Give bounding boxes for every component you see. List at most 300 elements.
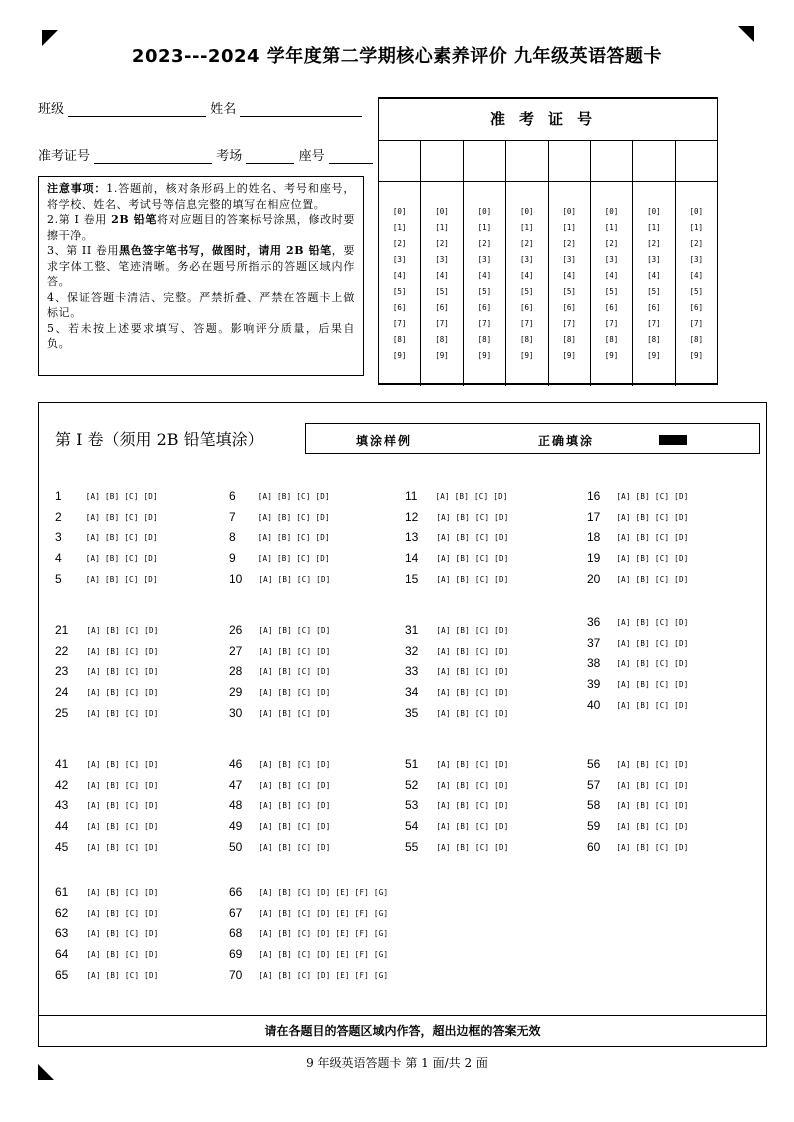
question-row bbox=[55, 836, 159, 855]
question-row bbox=[229, 774, 331, 793]
digit-bubble[interactable]: [3] bbox=[604, 255, 619, 264]
room-label: 考场 bbox=[216, 149, 243, 164]
digit-bubble[interactable]: [6] bbox=[647, 303, 661, 312]
answer-bubbles[interactable]: [A] [B] [C] [D] bbox=[86, 842, 159, 852]
digit-bubble[interactable]: [3] bbox=[477, 255, 492, 264]
digit-bubble[interactable]: [6] bbox=[604, 303, 619, 312]
instruction-2-c: 将对应题目的答案标号涂黑，修改时要擦干净。 bbox=[47, 213, 356, 242]
section-title: 第 I 卷（须用 2B 铅笔填涂） bbox=[55, 430, 264, 449]
digit-bubble[interactable]: [4] bbox=[647, 271, 661, 280]
question-row bbox=[405, 640, 509, 659]
question-number: 28 bbox=[229, 664, 243, 679]
answer-bubbles[interactable]: [A] [B] [C] [D] bbox=[257, 554, 330, 564]
answer-bubbles[interactable]: [A] [B] [C] [D] bbox=[86, 822, 159, 832]
answer-bubbles[interactable]: [A] [B] [C] [D] bbox=[258, 760, 331, 769]
question-number: 52 bbox=[405, 777, 419, 792]
digit-bubble[interactable]: [7] bbox=[520, 319, 534, 328]
digit-bubble[interactable]: [4] bbox=[562, 271, 576, 280]
digit-bubble[interactable]: [1] bbox=[604, 223, 619, 232]
question-row bbox=[55, 794, 159, 813]
answer-bubbles[interactable]: [A] [B] [C] [D] [E] [F] [G] bbox=[258, 950, 389, 960]
answer-bubbles[interactable]: [A] [B] [C] [D] bbox=[258, 780, 331, 790]
instruction-2-b: 2B 铅笔 bbox=[111, 213, 158, 226]
answer-bubbles[interactable]: [A] [B] [C] [D] bbox=[258, 626, 331, 635]
exam-number-write-cell[interactable] bbox=[676, 141, 717, 182]
instruction-3-b: 黑色签字笔书写，做图时，请用 2B 铅笔 bbox=[119, 244, 332, 257]
digit-bubble[interactable]: [0] bbox=[435, 207, 449, 216]
instruction-5: 5、若未按上述要求填写、答题。影响评分质量，后果自负。 bbox=[47, 321, 355, 350]
question-number: 4 bbox=[55, 551, 62, 566]
question-number: 11 bbox=[405, 489, 418, 503]
question-number: 36 bbox=[587, 615, 601, 629]
question-number: 9 bbox=[229, 551, 236, 566]
question-number: 31 bbox=[405, 623, 419, 637]
digit-bubble[interactable]: [8] bbox=[477, 335, 492, 344]
question-number: 51 bbox=[405, 757, 419, 771]
digit-bubble[interactable]: [3] bbox=[562, 255, 576, 264]
digit-bubble[interactable]: [5] bbox=[520, 287, 534, 296]
digit-bubble[interactable]: [6] bbox=[435, 303, 449, 312]
answer-bubbles[interactable]: [A] [B] [C] [D] bbox=[616, 822, 689, 832]
digit-bubble[interactable]: [0] bbox=[562, 207, 576, 216]
digit-bubble[interactable]: [3] bbox=[689, 255, 704, 264]
digit-bubble[interactable]: [7] bbox=[435, 319, 449, 328]
digit-bubble[interactable]: [4] bbox=[689, 271, 704, 280]
answer-bubbles[interactable]: [A] [B] [C] [D] bbox=[616, 659, 689, 669]
answer-bubbles[interactable]: [A] [B] [C] [D] bbox=[258, 842, 331, 852]
answer-bubbles[interactable]: [A] [B] [C] [D] bbox=[616, 842, 689, 852]
question-number: 1 bbox=[55, 489, 62, 503]
question-number: 14 bbox=[405, 551, 419, 566]
answer-bubbles[interactable]: [A] [B] [C] [D] bbox=[258, 646, 331, 656]
digit-bubble[interactable]: [8] bbox=[689, 335, 704, 344]
digit-bubble[interactable]: [3] bbox=[392, 255, 407, 264]
question-row bbox=[587, 632, 689, 651]
question-row bbox=[587, 652, 689, 671]
digit-bubble[interactable]: [6] bbox=[477, 303, 492, 312]
digit-bubble[interactable]: [5] bbox=[689, 287, 704, 296]
exam-number-write-cell[interactable] bbox=[421, 141, 462, 182]
answer-bubbles[interactable]: [A] [B] [C] [D] [E] [F] [G] bbox=[258, 908, 389, 918]
answer-bubbles[interactable]: [A] [B] [C] [D] [E] [F] [G] bbox=[258, 888, 389, 897]
answer-bubbles[interactable]: [A] [B] [C] [D] bbox=[435, 492, 508, 501]
answer-bubbles[interactable]: [A] [B] [C] [D] bbox=[436, 574, 509, 584]
boundary-warning: 请在各题目的答题区域内作答，超出边框的答案无效 bbox=[39, 1015, 766, 1046]
seat-field[interactable] bbox=[329, 149, 373, 164]
question-number: 24 bbox=[55, 685, 69, 700]
question-row bbox=[405, 681, 509, 700]
answer-bubbles[interactable]: [A] [B] [C] [D] bbox=[436, 626, 509, 635]
answer-bubbles[interactable]: [A] [B] [C] [D] bbox=[436, 822, 509, 832]
correct-fill-label: 正确填涂 bbox=[538, 434, 595, 448]
digit-bubble[interactable]: [1] bbox=[435, 223, 449, 232]
answer-bubbles[interactable]: [A] [B] [C] [D] bbox=[436, 760, 509, 769]
exam-info-row bbox=[38, 145, 373, 164]
question-number: 29 bbox=[229, 685, 243, 700]
answer-bubbles[interactable]: [A] [B] [C] [D] bbox=[86, 929, 159, 939]
question-number: 12 bbox=[405, 509, 419, 524]
exam-number-write-cell[interactable] bbox=[591, 141, 632, 182]
answer-bubbles[interactable]: [A] [B] [C] [D] bbox=[436, 667, 509, 677]
question-row bbox=[405, 526, 509, 545]
answer-bubbles[interactable]: [A] [B] [C] [D] bbox=[257, 512, 330, 522]
question-row bbox=[55, 922, 159, 941]
digit-bubble[interactable]: [8] bbox=[392, 335, 407, 344]
digit-bubble[interactable]: [1] bbox=[562, 223, 576, 232]
digit-bubble[interactable]: [1] bbox=[392, 223, 407, 232]
question-number: 49 bbox=[229, 819, 243, 834]
exam-no-label: 准考证号 bbox=[38, 149, 91, 164]
exam-number-write-cell[interactable] bbox=[633, 141, 674, 182]
answer-bubbles[interactable]: [A] [B] [C] [D] bbox=[616, 680, 689, 690]
question-number: 7 bbox=[229, 509, 236, 524]
digit-bubble[interactable]: [8] bbox=[604, 335, 619, 344]
digit-bubble[interactable]: [4] bbox=[392, 271, 407, 280]
digit-bubble[interactable]: [3] bbox=[647, 255, 661, 264]
question-row bbox=[229, 902, 388, 921]
digit-bubble[interactable]: [1] bbox=[477, 223, 492, 232]
digit-bubble[interactable]: [5] bbox=[435, 287, 449, 296]
exam-number-write-cell[interactable] bbox=[549, 141, 590, 182]
answer-bubbles[interactable]: [A] [B] [C] [D] bbox=[86, 688, 159, 698]
question-row bbox=[229, 836, 331, 855]
question-row bbox=[587, 547, 689, 566]
answer-bubbles[interactable]: [A] [B] [C] [D] bbox=[86, 760, 159, 769]
answer-bubbles[interactable]: [A] [B] [C] [D] bbox=[86, 708, 159, 718]
answer-bubbles[interactable]: [A] [B] [C] [D] bbox=[85, 492, 158, 501]
question-number: 3 bbox=[55, 530, 62, 545]
answer-bubbles[interactable]: [A] [B] [C] [D] bbox=[616, 512, 689, 522]
answer-bubbles[interactable]: [A] [B] [C] [D] bbox=[436, 842, 509, 852]
question-number: 15 bbox=[405, 571, 419, 586]
question-number: 44 bbox=[55, 819, 69, 834]
question-row bbox=[55, 640, 159, 659]
question-number: 17 bbox=[587, 509, 601, 524]
answer-bubbles[interactable]: [A] [B] [C] [D] bbox=[86, 801, 159, 811]
question-row bbox=[55, 660, 159, 679]
digit-bubble[interactable]: [0] bbox=[392, 207, 407, 216]
digit-bubble[interactable]: [2] bbox=[647, 239, 661, 248]
class-field[interactable] bbox=[68, 102, 206, 117]
exam-number-write-cell[interactable] bbox=[464, 141, 505, 182]
digit-bubble[interactable]: [9] bbox=[689, 351, 704, 360]
page-info: 9 年级英语答题卡 第 1 面/共 2 面 bbox=[306, 1056, 488, 1070]
answer-bubbles[interactable]: [A] [B] [C] [D] bbox=[257, 533, 330, 543]
answer-bubbles[interactable]: [A] [B] [C] [D] bbox=[616, 801, 689, 811]
question-number: 69 bbox=[229, 947, 243, 962]
question-number: 53 bbox=[405, 798, 419, 813]
answer-bubbles[interactable]: [A] [B] [C] [D] bbox=[86, 908, 159, 918]
digit-bubbles bbox=[421, 182, 462, 364]
digit-bubble[interactable]: [9] bbox=[562, 351, 576, 360]
digit-bubble[interactable]: [2] bbox=[604, 239, 619, 248]
question-row bbox=[229, 753, 331, 772]
question-row bbox=[229, 881, 388, 900]
question-row bbox=[55, 485, 158, 504]
digit-bubble[interactable]: [7] bbox=[647, 319, 661, 328]
question-number: 16 bbox=[587, 489, 601, 503]
question-row bbox=[229, 702, 331, 721]
answer-bubbles[interactable]: [A] [B] [C] [D] bbox=[86, 888, 159, 897]
digit-bubble[interactable]: [0] bbox=[689, 207, 704, 216]
name-field[interactable] bbox=[240, 102, 362, 117]
digit-bubble[interactable]: [2] bbox=[689, 239, 704, 248]
answer-bubbles[interactable]: [A] [B] [C] [D] bbox=[616, 638, 689, 648]
digit-bubble[interactable]: [6] bbox=[392, 303, 407, 312]
exam-number-heading: 准考证号 bbox=[379, 99, 717, 141]
question-number: 42 bbox=[55, 777, 69, 792]
answer-bubbles[interactable]: [A] [B] [C] [D] bbox=[436, 554, 509, 564]
answer-bubbles[interactable]: [A] [B] [C] [D] bbox=[258, 708, 331, 718]
answer-bubbles[interactable]: [A] [B] [C] [D] bbox=[86, 646, 159, 656]
digit-bubble[interactable]: [0] bbox=[604, 207, 619, 216]
instructions-heading: 注意事项： bbox=[47, 182, 107, 195]
answer-bubbles[interactable]: [A] [B] [C] [D] bbox=[258, 667, 331, 677]
question-row bbox=[229, 943, 388, 962]
question-number: 30 bbox=[229, 705, 243, 720]
answer-bubbles[interactable]: [A] [B] [C] [D] bbox=[85, 574, 158, 584]
digit-bubble[interactable]: [5] bbox=[562, 287, 576, 296]
answer-bubbles[interactable]: [A] [B] [C] [D] bbox=[616, 554, 689, 564]
exam-number-column bbox=[463, 141, 505, 386]
question-number: 33 bbox=[405, 664, 419, 679]
digit-bubble[interactable]: [3] bbox=[520, 255, 534, 264]
digit-bubble[interactable]: [9] bbox=[435, 351, 449, 360]
question-number: 50 bbox=[229, 839, 243, 854]
question-row bbox=[229, 815, 331, 834]
digit-bubble[interactable]: [1] bbox=[647, 223, 661, 232]
digit-bubble[interactable]: [7] bbox=[562, 319, 576, 328]
question-number: 60 bbox=[587, 839, 601, 854]
question-number: 59 bbox=[587, 819, 601, 834]
answer-bubbles[interactable]: [A] [B] [C] [D] bbox=[258, 801, 331, 811]
digit-bubble[interactable]: [5] bbox=[604, 287, 619, 296]
question-number: 66 bbox=[229, 885, 243, 899]
digit-bubble[interactable]: [4] bbox=[520, 271, 534, 280]
answer-bubbles[interactable]: [A] [B] [C] [D] bbox=[616, 700, 689, 710]
question-row bbox=[55, 506, 158, 525]
instructions-box bbox=[38, 176, 364, 376]
answer-bubbles[interactable]: [A] [B] [C] [D] bbox=[257, 492, 330, 501]
fill-sample-box bbox=[305, 423, 760, 454]
question-number: 68 bbox=[229, 926, 243, 941]
answer-bubbles[interactable]: [A] [B] [C] [D] bbox=[436, 780, 509, 790]
digit-bubble[interactable]: [4] bbox=[604, 271, 619, 280]
question-number: 32 bbox=[405, 643, 419, 658]
question-row bbox=[229, 568, 331, 587]
question-number: 10 bbox=[229, 571, 243, 586]
digit-bubble[interactable]: [9] bbox=[392, 351, 407, 360]
answer-bubbles[interactable]: [A] [B] [C] [D] bbox=[616, 780, 689, 790]
question-row bbox=[55, 902, 159, 921]
answer-bubbles[interactable]: [A] [B] [C] [D] bbox=[616, 618, 689, 627]
answer-bubbles[interactable]: [A] [B] [C] [D] bbox=[85, 533, 158, 543]
fill-sample-label: 填涂样例 bbox=[356, 434, 413, 448]
question-number: 54 bbox=[405, 819, 419, 834]
corner-mark-top-right bbox=[738, 26, 754, 42]
question-number: 64 bbox=[55, 947, 69, 962]
digit-bubble[interactable]: [1] bbox=[520, 223, 534, 232]
answer-bubbles[interactable]: [A] [B] [C] [D] bbox=[436, 646, 509, 656]
answer-bubbles[interactable]: [A] [B] [C] [D] [E] [F] [G] bbox=[258, 929, 389, 939]
digit-bubble[interactable]: [9] bbox=[647, 351, 661, 360]
question-row bbox=[587, 506, 689, 525]
digit-bubble[interactable]: [6] bbox=[689, 303, 704, 312]
filled-sample-mark bbox=[659, 435, 687, 445]
question-row bbox=[229, 922, 388, 941]
digit-bubble[interactable]: [3] bbox=[435, 255, 449, 264]
digit-bubble[interactable]: [7] bbox=[477, 319, 492, 328]
question-row bbox=[405, 753, 509, 772]
question-row bbox=[587, 673, 689, 692]
question-number: 8 bbox=[229, 530, 236, 545]
digit-bubbles bbox=[676, 182, 717, 364]
question-row bbox=[587, 836, 689, 855]
question-row bbox=[405, 619, 509, 638]
digit-bubble[interactable]: [5] bbox=[392, 287, 407, 296]
exam-number-grid bbox=[378, 97, 718, 385]
digit-bubble[interactable]: [8] bbox=[435, 335, 449, 344]
question-row bbox=[55, 681, 159, 700]
digit-bubble[interactable]: [1] bbox=[689, 223, 704, 232]
digit-bubble[interactable]: [9] bbox=[477, 351, 492, 360]
question-row bbox=[229, 547, 330, 566]
answer-bubbles[interactable]: [A] [B] [C] [D] bbox=[436, 533, 509, 543]
digit-bubble[interactable]: [2] bbox=[520, 239, 534, 248]
exam-number-write-cell[interactable] bbox=[506, 141, 547, 182]
question-row bbox=[405, 660, 509, 679]
question-row bbox=[55, 815, 159, 834]
question-number: 2 bbox=[55, 509, 62, 524]
digit-bubble[interactable]: [2] bbox=[562, 239, 576, 248]
question-row bbox=[229, 964, 388, 983]
digit-bubbles bbox=[379, 182, 420, 364]
question-row bbox=[405, 702, 509, 721]
answer-bubbles[interactable]: [A] [B] [C] [D] bbox=[436, 708, 509, 718]
digit-bubble[interactable]: [0] bbox=[647, 207, 661, 216]
digit-bubble[interactable]: [2] bbox=[392, 239, 407, 248]
question-row bbox=[229, 794, 331, 813]
question-row bbox=[405, 794, 509, 813]
instruction-3-a: 3、第 II 卷用 bbox=[47, 244, 120, 257]
digit-bubble[interactable]: [7] bbox=[689, 319, 704, 328]
question-row bbox=[229, 506, 330, 525]
digit-bubble[interactable]: [8] bbox=[562, 335, 576, 344]
question-number: 41 bbox=[55, 757, 69, 771]
answer-bubbles[interactable]: [A] [B] [C] [D] bbox=[436, 688, 509, 698]
answer-bubbles[interactable]: [A] [B] [C] [D] bbox=[86, 626, 159, 635]
question-number: 25 bbox=[55, 705, 69, 720]
answer-bubbles[interactable]: [A] [B] [C] [D] bbox=[258, 574, 331, 584]
question-row bbox=[55, 702, 159, 721]
answer-bubbles[interactable]: [A] [B] [C] [D] bbox=[86, 780, 159, 790]
digit-bubble[interactable]: [9] bbox=[604, 351, 619, 360]
question-row bbox=[229, 660, 331, 679]
name-label: 姓名 bbox=[210, 102, 237, 117]
digit-bubble[interactable]: [0] bbox=[477, 207, 492, 216]
question-row bbox=[587, 485, 689, 504]
question-row bbox=[587, 568, 689, 587]
page-title: 2023---2024 学年度第二学期核心素养评价 九年级英语答题卡 bbox=[131, 46, 663, 67]
question-number: 38 bbox=[587, 656, 601, 671]
answer-bubbles[interactable]: [A] [B] [C] [D] bbox=[436, 512, 509, 522]
digit-bubble[interactable]: [7] bbox=[392, 319, 407, 328]
digit-bubble[interactable]: [7] bbox=[604, 319, 619, 328]
digit-bubble[interactable]: [5] bbox=[477, 287, 492, 296]
instruction-4: 4、保证答题卡清洁、完整。严禁折叠、严禁在答题卡上做标记。 bbox=[47, 290, 355, 319]
question-row bbox=[405, 568, 509, 587]
question-number: 34 bbox=[405, 685, 419, 700]
digit-bubble[interactable]: [8] bbox=[520, 335, 534, 344]
question-row bbox=[587, 794, 689, 813]
exam-number-write-cell[interactable] bbox=[379, 141, 420, 182]
answer-bubbles[interactable]: [A] [B] [C] [D] bbox=[86, 970, 159, 980]
digit-bubble[interactable]: [5] bbox=[647, 287, 661, 296]
question-row bbox=[229, 640, 331, 659]
question-number: 20 bbox=[587, 571, 601, 586]
answer-bubbles[interactable]: [A] [B] [C] [D] bbox=[616, 760, 689, 769]
question-row bbox=[405, 815, 509, 834]
digit-bubble[interactable]: [4] bbox=[435, 271, 449, 280]
answer-bubbles[interactable]: [A] [B] [C] [D] bbox=[616, 533, 689, 543]
answer-bubbles[interactable]: [A] [B] [C] [D] bbox=[616, 574, 689, 584]
class-name-row bbox=[38, 98, 362, 117]
answer-bubbles[interactable]: [A] [B] [C] [D] bbox=[86, 950, 159, 960]
digit-bubble[interactable]: [9] bbox=[520, 351, 534, 360]
question-row bbox=[405, 547, 509, 566]
question-number: 55 bbox=[405, 839, 419, 854]
exam-number-column bbox=[505, 141, 547, 386]
answer-bubbles[interactable]: [A] [B] [C] [D] bbox=[85, 554, 158, 564]
exam-no-field[interactable] bbox=[94, 149, 212, 164]
question-row bbox=[55, 568, 158, 587]
answer-bubbles[interactable]: [A] [B] [C] [D] bbox=[85, 512, 158, 522]
exam-number-column bbox=[675, 141, 717, 386]
question-number: 70 bbox=[229, 967, 243, 982]
answer-bubbles[interactable]: [A] [B] [C] [D] bbox=[86, 667, 159, 677]
room-field[interactable] bbox=[246, 149, 294, 164]
question-row bbox=[405, 485, 508, 504]
digit-bubble[interactable]: [0] bbox=[520, 207, 534, 216]
question-row bbox=[405, 774, 509, 793]
question-number: 43 bbox=[55, 798, 69, 813]
answer-bubbles[interactable]: [A] [B] [C] [D] bbox=[436, 801, 509, 811]
section-one-area bbox=[38, 402, 767, 1047]
digit-bubble[interactable]: [8] bbox=[647, 335, 661, 344]
question-number: 67 bbox=[229, 905, 243, 920]
question-number: 35 bbox=[405, 705, 419, 720]
digit-bubble[interactable]: [2] bbox=[435, 239, 449, 248]
answer-bubbles[interactable]: [A] [B] [C] [D] bbox=[258, 688, 331, 698]
question-number: 18 bbox=[587, 530, 601, 545]
digit-bubble[interactable]: [6] bbox=[562, 303, 576, 312]
question-number: 13 bbox=[405, 530, 419, 545]
exam-number-column bbox=[632, 141, 674, 386]
exam-number-column bbox=[420, 141, 462, 386]
question-number: 39 bbox=[587, 677, 601, 692]
digit-bubble[interactable]: [4] bbox=[477, 271, 492, 280]
answer-bubbles[interactable]: [A] [B] [C] [D] bbox=[616, 492, 689, 501]
digit-bubble[interactable]: [6] bbox=[520, 303, 534, 312]
digit-bubbles bbox=[549, 182, 590, 364]
question-number: 56 bbox=[587, 757, 601, 771]
question-number: 37 bbox=[587, 635, 601, 650]
answer-bubbles[interactable]: [A] [B] [C] [D] bbox=[258, 822, 331, 832]
question-row bbox=[229, 485, 330, 504]
digit-bubble[interactable]: [2] bbox=[477, 239, 492, 248]
class-label: 班级 bbox=[38, 102, 65, 117]
answer-bubbles[interactable]: [A] [B] [C] [D] [E] [F] [G] bbox=[258, 970, 389, 980]
